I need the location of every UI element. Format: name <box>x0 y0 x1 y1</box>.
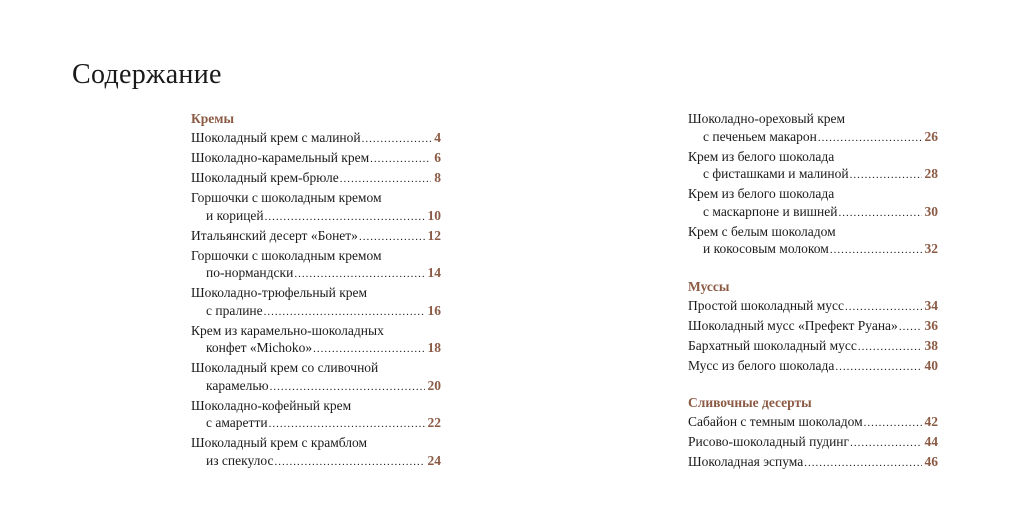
page-number[interactable]: 28 <box>924 166 938 181</box>
toc-entry-title: Шоколадный мусс «Префект Руана» <box>688 317 898 333</box>
toc-entry-line <box>191 359 441 377</box>
dot-leader <box>818 130 922 148</box>
toc-entry-title: Крем с белым шоколадом <box>688 223 836 239</box>
toc-entry-title: Шоколадно-кофейный крем <box>191 397 352 413</box>
toc-entry-line <box>191 264 441 284</box>
toc-entry-title: Сабайон с темным шоколадом <box>688 414 863 429</box>
dot-leader <box>850 167 922 185</box>
dot-leader <box>340 171 432 189</box>
toc-entry-title: Горшочки с шоколадным кремом <box>191 247 382 263</box>
page-number[interactable]: 32 <box>924 241 938 256</box>
dot-leader <box>850 435 921 453</box>
toc-section <box>688 278 938 377</box>
toc-entry[interactable] <box>191 227 441 247</box>
toc-entry-title: с маскарпоне и вишней <box>703 203 838 219</box>
toc-entry-line <box>191 339 441 359</box>
toc-entry[interactable] <box>688 413 938 433</box>
dot-leader <box>370 151 431 169</box>
toc-entry-title: Крем из карамельно-шоколадных <box>191 322 384 338</box>
toc-entry-line <box>688 297 938 317</box>
toc-entry[interactable] <box>688 317 938 337</box>
dot-leader <box>274 454 424 472</box>
toc-entry-line <box>191 377 441 397</box>
dot-leader <box>835 359 921 377</box>
toc-entry-line <box>191 149 441 169</box>
toc-entry[interactable] <box>688 110 938 147</box>
toc-entry-title: Шоколадный крем-брюле <box>191 170 339 185</box>
toc-entry-line <box>688 148 938 166</box>
page-number[interactable]: 38 <box>924 337 938 353</box>
toc-entry-line <box>191 452 441 472</box>
toc-section <box>688 394 938 473</box>
toc-entry-line <box>191 397 441 415</box>
dot-leader <box>858 339 922 357</box>
toc-entry-line <box>688 413 938 433</box>
dot-leader <box>294 266 424 284</box>
toc-entry-title: и кокосовым молоком <box>703 241 829 256</box>
toc-entry[interactable] <box>191 434 441 471</box>
toc-entry-title: и корицей <box>206 207 264 223</box>
page-number[interactable]: 10 <box>427 207 441 223</box>
page-number[interactable]: 12 <box>427 227 441 243</box>
page-number[interactable]: 16 <box>427 302 441 318</box>
toc-entry-title: карамелью <box>206 377 269 393</box>
dot-leader <box>359 229 425 247</box>
toc-entry-title: Крем из белого шоколада <box>688 148 835 164</box>
toc-entry[interactable] <box>688 453 938 473</box>
toc-entry-title: с амаретти <box>206 415 268 430</box>
toc-entry[interactable] <box>688 337 938 357</box>
toc-entry-title: по-нормандски <box>206 265 294 280</box>
page-number[interactable]: 8 <box>434 170 441 185</box>
toc-entry-title: из спекулос <box>206 452 274 468</box>
toc-entry[interactable] <box>191 169 441 189</box>
page-title: Содержание <box>72 58 222 90</box>
page-number[interactable]: 46 <box>924 454 938 469</box>
toc-entry[interactable] <box>191 129 441 149</box>
toc-entry-line <box>191 169 441 189</box>
toc-entry[interactable] <box>688 357 938 377</box>
toc-entry-line <box>191 434 441 452</box>
toc-entry-line <box>191 414 441 434</box>
toc-entry-line <box>191 302 441 322</box>
toc-entry-title: Простой шоколадный мусс <box>688 297 845 313</box>
toc-entry-title: Шоколадный крем с крамблом <box>191 435 368 450</box>
toc-entry-title: Итальянский десерт «Бонет» <box>191 227 358 243</box>
toc-entry-title: Шоколадно-ореховый крем <box>688 111 846 126</box>
page-number[interactable]: 22 <box>427 415 441 430</box>
page-number[interactable]: 18 <box>427 340 441 355</box>
toc-entry-line <box>688 453 938 473</box>
toc-entry-line <box>688 203 938 223</box>
toc-entry-title: Шоколадный крем со сливочной <box>191 360 379 375</box>
page-number[interactable]: 14 <box>427 265 441 280</box>
page-number[interactable]: 24 <box>427 452 441 468</box>
toc-entry-title: Крем из белого шоколада <box>688 186 835 201</box>
toc-section <box>688 110 938 260</box>
dot-leader <box>804 455 921 473</box>
section-title: Кремы <box>191 111 235 126</box>
page-number[interactable]: 20 <box>427 377 441 393</box>
toc-entry-line <box>688 317 938 337</box>
toc-column-right <box>688 110 938 491</box>
toc-entry[interactable] <box>688 433 938 453</box>
toc-entry-title: Шоколадно-трюфельный крем <box>191 285 368 300</box>
toc-entry-line <box>688 240 938 260</box>
dot-leader <box>830 242 922 260</box>
page-number[interactable]: 40 <box>924 357 938 373</box>
toc-entry-line <box>688 357 938 377</box>
toc-entry-line <box>191 129 441 149</box>
toc-entry-title: Шоколадный крем с малиной <box>191 130 361 145</box>
toc-entry-title: Шоколадно-карамельный крем <box>191 150 370 165</box>
toc-entry-title: конфет «Michoko» <box>206 340 313 355</box>
dot-leader <box>899 319 922 337</box>
toc-entry-line <box>191 227 441 247</box>
toc-entry-title: Рисово-шоколадный пудинг <box>688 434 850 449</box>
toc-entry[interactable] <box>688 185 938 222</box>
toc-entry-line <box>688 337 938 357</box>
toc-entry-line <box>688 223 938 241</box>
page-number[interactable]: 36 <box>924 317 938 333</box>
toc-entry-line <box>688 165 938 185</box>
toc-entry-line <box>191 189 441 207</box>
dot-leader <box>845 299 921 317</box>
toc-entry-title: Мусс из белого шоколада <box>688 357 835 373</box>
toc-entry-title: Бархатный шоколадный мусс <box>688 337 857 353</box>
toc-entry-line <box>191 247 441 265</box>
toc-entry-line <box>688 128 938 148</box>
page-number[interactable]: 6 <box>434 150 441 165</box>
toc-entry-line <box>191 322 441 340</box>
toc-entry[interactable] <box>191 322 441 359</box>
toc-entry-line <box>688 433 938 453</box>
toc-entry-line <box>191 207 441 227</box>
dot-leader <box>864 415 922 433</box>
toc-entry[interactable] <box>191 149 441 169</box>
toc-entry-title: с пралине <box>206 302 263 318</box>
toc-section <box>191 110 441 471</box>
toc-entry[interactable] <box>688 223 938 260</box>
toc-entry[interactable] <box>191 247 441 284</box>
section-title: Сливочные десерты <box>688 395 812 410</box>
toc-entry-title: с фисташками и малиной <box>703 166 849 181</box>
dot-leader <box>264 304 425 322</box>
toc-entry[interactable] <box>191 189 441 226</box>
page-number[interactable]: 26 <box>924 128 938 144</box>
dot-leader <box>269 416 425 434</box>
page-number[interactable]: 4 <box>434 130 441 145</box>
toc-entry-title: Шоколадная эспума <box>688 454 804 469</box>
dot-leader <box>265 209 425 227</box>
page-number[interactable]: 42 <box>924 414 938 429</box>
toc-entry[interactable] <box>688 148 938 185</box>
dot-leader <box>362 131 432 149</box>
dot-leader <box>839 205 922 223</box>
toc-entry-line <box>688 110 938 128</box>
toc-entry[interactable] <box>191 284 441 321</box>
page-number[interactable]: 30 <box>924 203 938 219</box>
toc-entry-line <box>191 284 441 302</box>
page-number[interactable]: 34 <box>924 297 938 313</box>
section-title: Муссы <box>688 278 730 294</box>
toc-column-left <box>191 110 441 489</box>
toc-entry-title: с печеньем макарон <box>703 128 817 144</box>
page-number[interactable]: 44 <box>924 434 938 449</box>
toc-entry[interactable] <box>191 359 441 396</box>
dot-leader <box>270 379 425 397</box>
toc-entry-title: Горшочки с шоколадным кремом <box>191 190 382 205</box>
dot-leader <box>313 341 424 359</box>
toc-entry[interactable] <box>688 297 938 317</box>
toc-entry-line <box>688 185 938 203</box>
toc-entry[interactable] <box>191 397 441 434</box>
